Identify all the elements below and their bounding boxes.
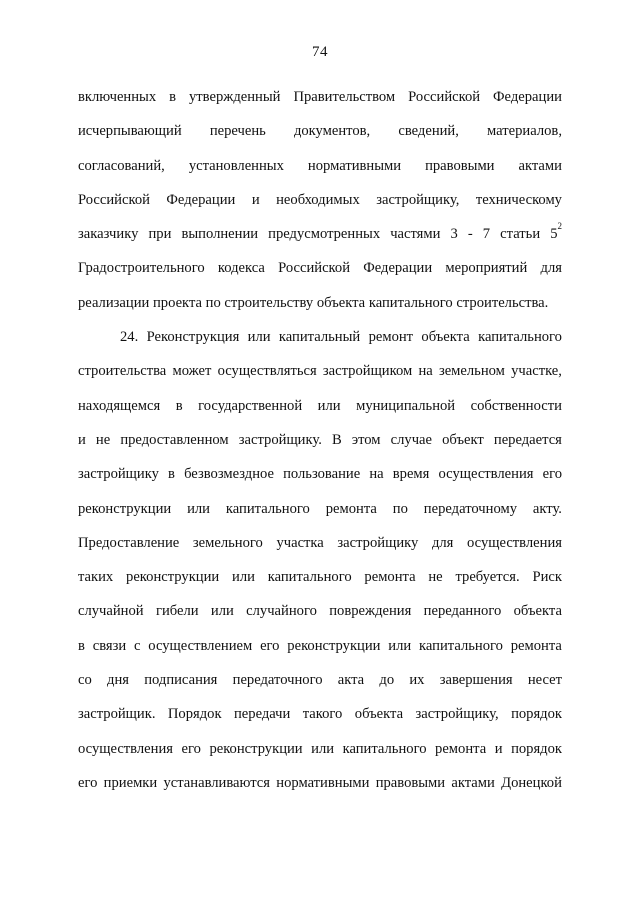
word: не: [95, 431, 111, 448]
word: передается: [493, 431, 562, 448]
word: или: [210, 603, 234, 620]
word: Федерации: [166, 191, 236, 208]
word: время: [392, 466, 430, 483]
word: в: [168, 466, 175, 483]
word: для: [431, 534, 454, 551]
text-line: [78, 423, 562, 457]
text-line: [78, 732, 562, 766]
word: акта: [337, 672, 365, 689]
word: его: [78, 774, 98, 791]
text-line: [78, 251, 562, 285]
word: мероприятий: [445, 260, 528, 277]
word: повреждения: [329, 603, 412, 620]
word: строительству: [224, 294, 314, 311]
word: ремонта: [325, 500, 377, 517]
word: частями: [390, 226, 441, 243]
word: случайного: [246, 603, 317, 620]
word: случайной: [78, 603, 144, 620]
word: нормативными: [307, 157, 402, 174]
word: 3: [450, 226, 458, 243]
text-line: [78, 594, 562, 628]
word: выполнении: [181, 226, 259, 243]
word: на: [369, 466, 384, 483]
word: или: [388, 637, 412, 654]
word: капитального: [478, 329, 562, 346]
word: и: [78, 431, 86, 448]
word: порядок: [511, 740, 562, 757]
word: таких: [78, 569, 114, 586]
word: застройщику: [78, 466, 159, 483]
word: Российской: [408, 89, 481, 105]
word: осуществляться: [217, 363, 317, 380]
paragraph-24: [78, 320, 562, 800]
word: земельного: [192, 534, 263, 551]
word: находящемся: [78, 397, 161, 414]
word: безвозмездное: [184, 466, 274, 483]
word: строительства.: [456, 294, 549, 311]
word: связи: [92, 637, 127, 654]
word: участка: [276, 534, 324, 551]
word: для: [540, 260, 562, 277]
word: исчерпывающий: [78, 123, 182, 140]
word: нормативными: [276, 774, 370, 791]
word: приемки: [103, 774, 158, 791]
word: реконструкции: [126, 569, 220, 586]
word: его: [260, 637, 280, 654]
word: земельном: [438, 363, 505, 380]
word: участке,: [511, 363, 562, 380]
word: акту.: [532, 500, 562, 517]
word: до: [379, 672, 395, 689]
word: 24.: [120, 329, 139, 346]
word: осуществления: [438, 466, 534, 483]
word: застройщик.: [78, 706, 156, 723]
word: гибели: [155, 603, 199, 620]
text-line: [78, 286, 562, 320]
text-line: [78, 80, 562, 114]
word: капитального: [225, 500, 310, 517]
text-line: [78, 149, 562, 183]
word: Донецкой: [501, 774, 562, 791]
text-line: [78, 526, 562, 560]
word: капитального: [368, 294, 453, 311]
word: порядок: [511, 706, 562, 723]
word: В: [331, 431, 342, 448]
word: может: [172, 363, 212, 380]
word: актами: [451, 774, 495, 791]
word: в: [169, 89, 177, 105]
word: необходимых: [276, 191, 360, 208]
word: Федерации: [363, 260, 433, 277]
word: застройщиком: [322, 363, 413, 380]
word: Российской: [78, 191, 150, 208]
word: или: [311, 740, 335, 757]
word: $5^2$: [550, 221, 562, 243]
page-number: 74: [312, 44, 328, 60]
word: техническому: [475, 191, 562, 208]
word: реконструкции: [287, 637, 381, 654]
word: со: [78, 672, 92, 689]
word: 7: [482, 226, 491, 243]
word: несет: [527, 672, 562, 689]
word: объекта: [316, 294, 366, 311]
word: реализации: [78, 294, 150, 311]
word: осуществления: [78, 740, 173, 757]
text-line: [78, 766, 562, 800]
text-line: [78, 114, 562, 148]
word: не: [428, 569, 443, 586]
word: кодекса: [217, 260, 265, 277]
word: передачи: [233, 706, 291, 723]
word: на: [418, 363, 433, 380]
word: застройщику: [337, 534, 419, 551]
word: Реконструкция: [146, 329, 240, 346]
word: застройщику.: [238, 431, 322, 448]
text-line: [78, 492, 562, 526]
word: Порядок: [167, 706, 222, 723]
word: пользование: [283, 466, 361, 483]
word: правовыми: [425, 157, 495, 174]
word: и: [251, 191, 260, 208]
word: требуется.: [455, 569, 520, 586]
word: его: [542, 466, 562, 483]
word: включенных: [78, 89, 157, 105]
word: в: [175, 397, 183, 414]
word: с: [134, 637, 141, 654]
text-line: [78, 663, 562, 697]
word: согласований,: [78, 157, 165, 174]
paragraph-continuation: [78, 80, 562, 320]
body-text: [78, 80, 562, 800]
word: документов,: [293, 123, 371, 140]
text-line: [78, 320, 562, 354]
word: Риск: [532, 569, 562, 586]
word: такого: [302, 706, 343, 723]
word: -: [467, 226, 473, 243]
word: проекта: [152, 294, 202, 311]
word: утвержденный: [189, 89, 281, 105]
word: завершения: [439, 672, 513, 689]
word: объект: [442, 431, 484, 448]
word: по: [205, 294, 221, 311]
word: предоставленном: [120, 431, 229, 448]
word: этом: [351, 431, 381, 448]
word: Правительством: [293, 89, 396, 105]
word: капитальный: [278, 329, 361, 346]
text-line: [78, 217, 562, 251]
text-line: [78, 183, 562, 217]
word: или: [187, 500, 210, 517]
word: ремонта: [364, 569, 416, 586]
word: застройщику,: [415, 706, 499, 723]
word: передаточного: [232, 672, 323, 689]
word: государственной: [198, 397, 303, 414]
word: сведений,: [398, 123, 459, 140]
word: объекта: [513, 603, 562, 620]
word: объекта: [354, 706, 404, 723]
text-line: [78, 560, 562, 594]
word: ремонта: [435, 740, 487, 757]
word: ремонт: [368, 329, 414, 346]
word: передаточному: [423, 500, 517, 517]
word: осуществления: [467, 534, 562, 551]
word: строительства: [78, 363, 167, 380]
word: его: [181, 740, 201, 757]
word: перечень: [209, 123, 266, 140]
word: или: [232, 569, 255, 586]
word: капитального: [267, 569, 352, 586]
word: по: [392, 500, 408, 517]
word: или: [247, 329, 271, 346]
word: и: [494, 740, 503, 757]
word: Федерации: [493, 89, 562, 105]
word: актами: [518, 157, 562, 174]
word: статьи: [500, 226, 541, 243]
word: при: [148, 226, 172, 243]
text-line: [78, 629, 562, 663]
word: Градостроительного: [78, 260, 205, 277]
word: реконструкции: [209, 740, 303, 757]
word: предусмотренных: [268, 226, 381, 243]
word: установленных: [188, 157, 284, 174]
word: дня: [107, 672, 129, 689]
text-line: [78, 457, 562, 491]
word: устанавливаются: [163, 774, 270, 791]
word: капитального: [419, 637, 503, 654]
word: ремонта: [510, 637, 562, 654]
word: собственности: [470, 397, 562, 414]
word: случае: [390, 431, 432, 448]
word: правовыми: [375, 774, 446, 791]
word: материалов,: [487, 123, 562, 140]
word: или: [317, 397, 341, 414]
word: заказчику: [78, 226, 139, 243]
word: объекта: [421, 329, 470, 346]
word: Российской: [278, 260, 350, 277]
text-line: [78, 389, 562, 423]
word: застройщику,: [376, 191, 460, 208]
word: их: [409, 672, 425, 689]
word: подписания: [144, 672, 218, 689]
word: муниципальной: [356, 397, 456, 414]
word: Предоставление: [78, 534, 180, 551]
word: в: [78, 637, 85, 654]
word: реконструкции: [78, 500, 172, 517]
word: капитального: [342, 740, 427, 757]
word: переданного: [423, 603, 502, 620]
text-line: [78, 354, 562, 388]
text-line: [78, 697, 562, 731]
word: осуществлением: [148, 637, 253, 654]
